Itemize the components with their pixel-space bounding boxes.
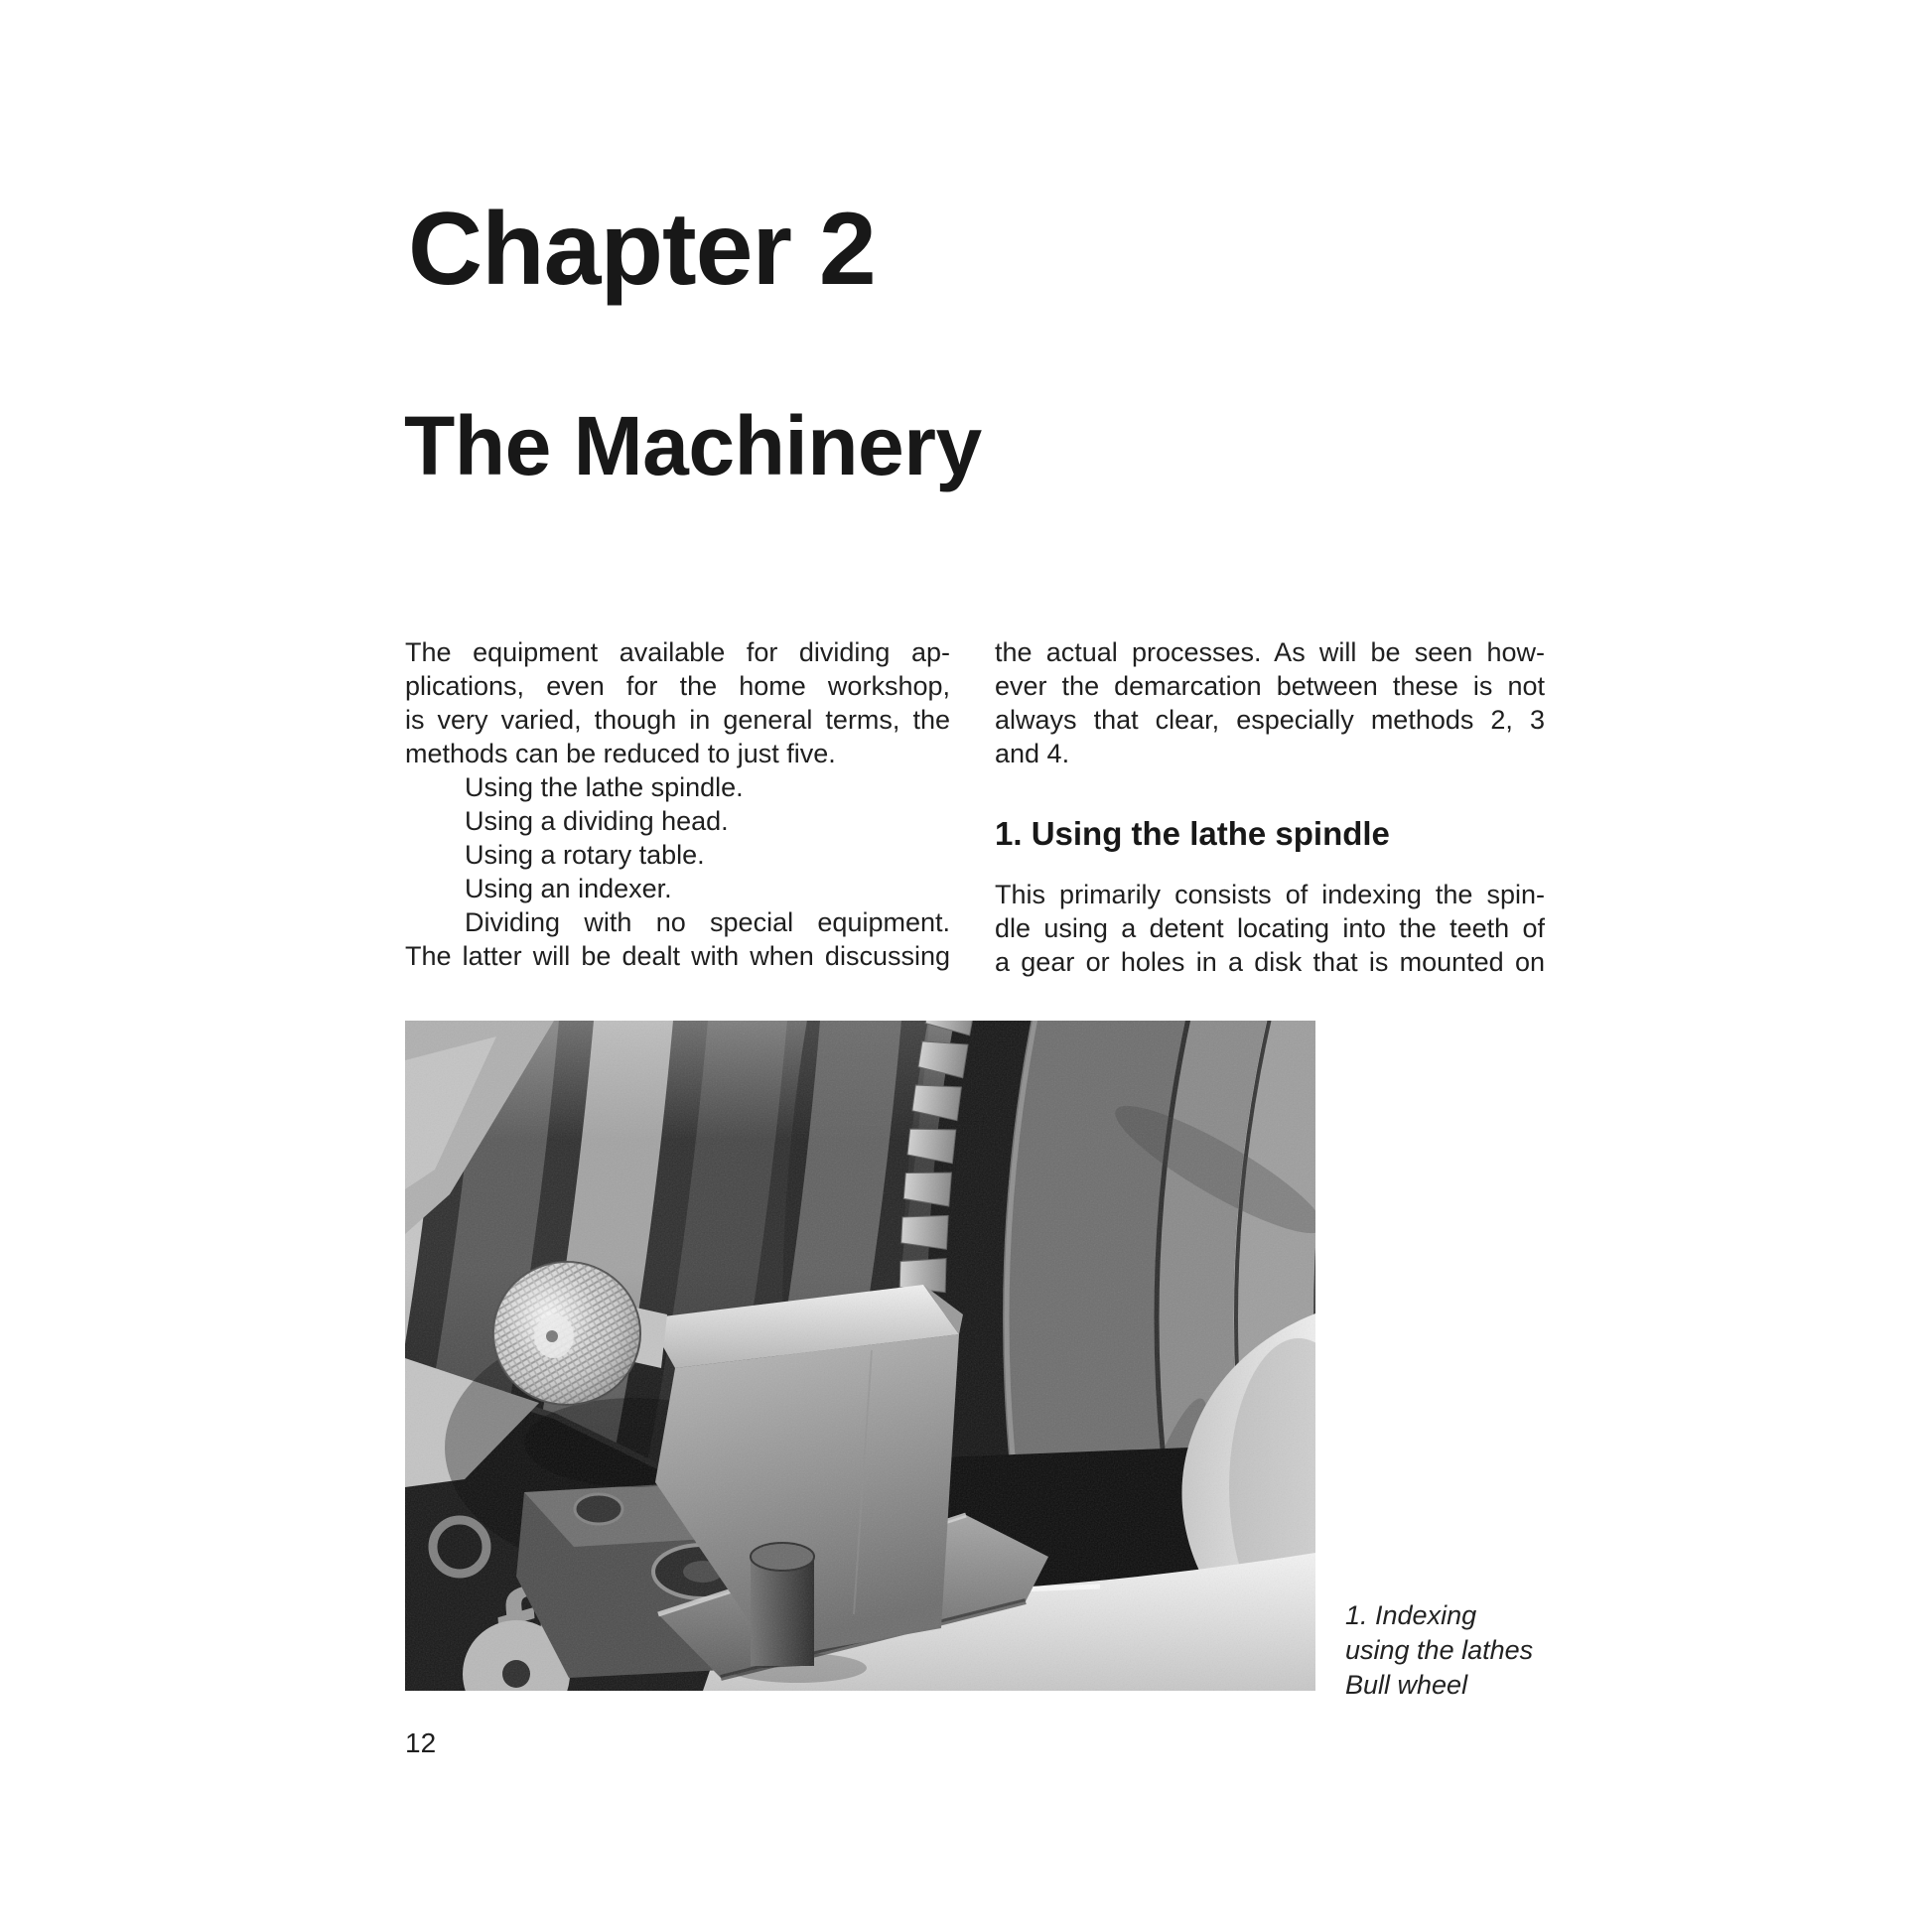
body-columns (405, 635, 1545, 979)
body-line: dle using a detent locating into the teeth of (995, 913, 1545, 943)
page-title: The Machinery (404, 399, 982, 492)
left-column (405, 635, 950, 979)
caption-line: Bull wheel (1345, 1670, 1468, 1700)
body-line: plications, even for the home workshop, (405, 671, 950, 701)
caption-line: using the lathes (1345, 1635, 1534, 1665)
list-item: Using a dividing head. (465, 806, 729, 836)
body-line: a gear or holes in a disk that is mounted on (995, 947, 1545, 977)
body-line: is very varied, though in general terms, the (405, 705, 950, 735)
body-line: and 4. (995, 739, 1070, 768)
list-item: Using a rotary table. (465, 840, 705, 870)
chapter-label: Chapter 2 (408, 192, 876, 307)
list-item: Using an indexer. (465, 874, 672, 903)
page-number: 12 (405, 1727, 437, 1758)
figure-caption (1345, 1598, 1574, 1703)
body-line: This primarily consists of indexing the spin- (995, 880, 1545, 909)
body-line: the actual processes. As will be seen how- (995, 637, 1545, 667)
caption-line: 1. Indexing (1345, 1600, 1477, 1630)
body-line: The equipment available for dividing ap- (405, 637, 950, 667)
body-line: The latter will be dealt with when discussing (405, 941, 950, 971)
list-item: Dividing with no special equipment. (465, 907, 950, 937)
section-heading: 1. Using the lathe spindle (995, 815, 1390, 852)
list-item: Using the lathe spindle. (465, 772, 744, 802)
figure-photo-lathe-bull-wheel (405, 1021, 1315, 1691)
right-column (995, 635, 1545, 979)
body-line: methods can be reduced to just five. (405, 739, 836, 768)
body-line: always that clear, especially methods 2, 3 (995, 705, 1545, 735)
body-line: ever the demarcation between these is not (995, 671, 1545, 701)
